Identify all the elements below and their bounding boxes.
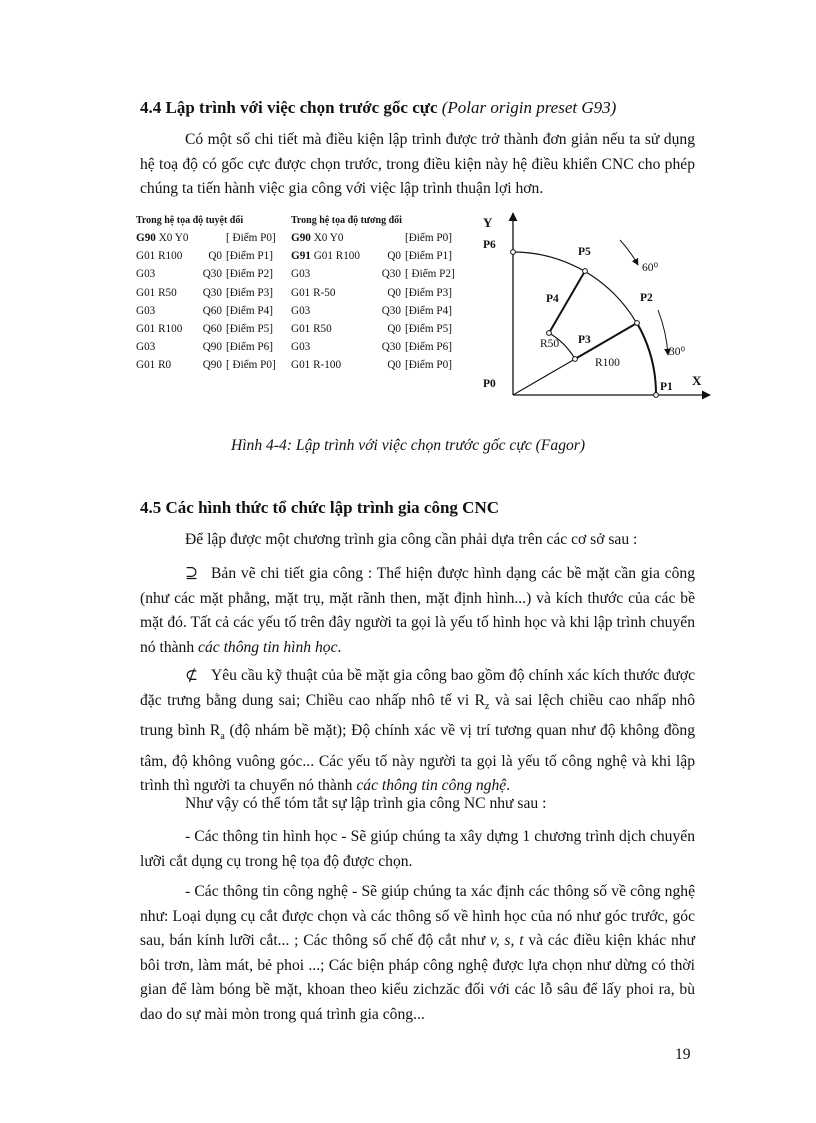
code-row [291, 338, 465, 356]
point-p6 [511, 250, 516, 255]
code-cell-pt: [Điểm P6] [226, 341, 273, 354]
code-cell-pt: [Điểm P4] [226, 304, 273, 317]
code-cell-code: G01 R100 [136, 323, 183, 336]
code-cell-pt: [Điểm P1] [405, 250, 452, 263]
code-cell-code: G01 R100 [136, 250, 183, 263]
code-row [291, 247, 465, 265]
code-cell-val [377, 229, 401, 247]
code-cell-pt: [Điểm P4] [405, 304, 452, 317]
subscript-a: a [220, 731, 225, 743]
code-cell-val [198, 229, 222, 247]
section-title: Lập trình với việc chọn trước gốc cực [165, 98, 438, 117]
code-cell-pt: [ Điểm P0] [226, 232, 276, 244]
point-p4 [547, 331, 552, 336]
subscript-z: z [485, 700, 490, 712]
paragraph-summary: Như vậy có thể tóm tắt sự lập trình gia công NC như sau : [185, 795, 547, 812]
label-p5: P5 [578, 246, 591, 258]
code-cell-pt: [Điểm P6] [405, 341, 452, 354]
cutting-parameters-em: v, s, t [489, 932, 524, 949]
code-cell-code: G03 [291, 341, 311, 354]
code-cell-code: G90 X0 Y0 [291, 232, 344, 244]
code-cell-val: Q30 [381, 341, 401, 354]
code-cell-pt: [Điểm P5] [405, 323, 452, 336]
code-cell-code: G03 [291, 304, 311, 317]
angle-60-arrow [620, 240, 638, 265]
code-cell-pt: [Điểm P3] [226, 286, 273, 299]
code-cell-code: G01 R-50 [291, 286, 336, 299]
paragraph-basis: Để lập được một chương trình gia công cần phải dựa trên các cơ sở sau : [185, 531, 638, 548]
intro-paragraph: Có một số chi tiết mà điều kiện lập trình được trở thành đơn giản nếu ta sử dụng hệ toạ độ có gốc cực được chọn trước, trong điều kiện này hệ điều khiển CNC cho phép chúng ta tiến hành việc gia công với việc lập trình thuận lợi hơn. [140, 131, 695, 197]
point-p2 [635, 321, 640, 326]
code-cell-code: G01 R-100 [291, 359, 342, 372]
radius-line-r50 [513, 359, 575, 395]
code-cell-code: G01 R0 [136, 359, 172, 372]
code-row [291, 284, 465, 302]
path-p1-p2 [637, 323, 656, 395]
code-row [291, 320, 465, 338]
x-axis-label: X [692, 373, 702, 388]
paragraph-technology-info [140, 880, 695, 1027]
bullet-technology-text-a: Yêu cầu kỹ thuật của bề mặt gia công bao gồm độ chính xác kích thước được đặc trưng bằng dung sai; Chiều cao nhấp nhô tế vi R [140, 667, 695, 709]
section-4-5-heading [140, 498, 499, 518]
code-row [291, 356, 465, 374]
code-row [136, 320, 286, 338]
point-p3 [573, 357, 578, 362]
not-subset-icon: ⊄ [185, 667, 199, 684]
bullet-technology-em: các thông tin công nghệ [356, 777, 507, 795]
angle-30-arrow [658, 310, 668, 355]
code-row [291, 229, 465, 247]
code-row [136, 284, 286, 302]
code-cell-pt: [ Điểm P0] [226, 359, 276, 372]
code-row [136, 338, 286, 356]
label-r50: R50 [540, 338, 560, 350]
code-cell-code: G91 G01 R100 [291, 250, 360, 263]
relative-table-header: Trong hệ tọa độ tương đối [291, 215, 402, 226]
code-cell-pt: [Điểm P1] [226, 250, 273, 263]
bullet-geometry-text: Bản vẽ chi tiết gia công : Thể hiện được hình dạng các bề mặt cần gia công (như các mặt phẳng, mặt trụ, mặt rãnh then, mặt định hình...) và kích thước của các bề mặt đó. Tất cả các yếu tố trên đây người ta gọi là yếu tố hình học và khi lập trình chuyển nó thành [140, 565, 695, 656]
code-cell-pt: [Điểm P0] [405, 359, 452, 372]
code-cell-code: G01 R50 [291, 323, 332, 336]
code-cell-code: G03 [136, 268, 156, 281]
code-cell-val: Q30 [202, 286, 222, 299]
absolute-table-header: Trong hệ tọa độ tuyệt đối [136, 215, 244, 226]
figure-caption: Hình 4-4: Lập trình với việc chọn trước gốc cực (Fagor) [230, 437, 586, 454]
code-cell-val: Q0 [387, 359, 401, 372]
relative-code-table [291, 212, 465, 375]
code-row [136, 229, 286, 247]
section-4-4-heading [140, 98, 616, 118]
absolute-code-table [136, 212, 286, 375]
label-p1: P1 [660, 381, 673, 393]
section-title: Các hình thức tổ chức lập trình gia công CNC [165, 498, 500, 517]
label-angle-60: 60⁰ [642, 262, 659, 274]
code-cell-val: Q60 [202, 323, 222, 336]
code-cell-code: G01 R50 [136, 286, 177, 299]
code-cell-val: Q60 [202, 304, 222, 317]
section-number: 4.4 [140, 98, 162, 117]
code-cell-code: G03 [291, 268, 311, 281]
code-cell-code: G90 X0 Y0 [136, 232, 189, 244]
polar-figure [470, 205, 720, 405]
y-axis-label: Y [483, 215, 493, 230]
code-cell-pt: [ Điểm P2] [405, 268, 455, 281]
code-cell-code: G03 [136, 341, 156, 354]
code-cell-val: Q30 [202, 268, 222, 281]
code-cell-val: Q90 [202, 341, 222, 354]
code-row [136, 302, 286, 320]
paragraph-geometry-info: - Các thông tin hình học - Sẽ giúp chúng ta xây dựng 1 chương trình dịch chuyển lưỡi cắt dụng cụ trong hệ tọa độ được chọn. [140, 828, 695, 870]
bullet-geometry-em: các thông tin hình học [198, 638, 338, 656]
code-cell-val: Q0 [387, 250, 401, 263]
page-number: 19 [675, 1046, 691, 1063]
section-number: 4.5 [140, 498, 162, 517]
label-p2: P2 [640, 292, 653, 304]
label-r100: R100 [595, 357, 620, 369]
label-p3: P3 [578, 334, 591, 346]
code-cell-val: Q0 [208, 250, 222, 263]
bullet-technology-text-c: (độ nhám bề mặt); Độ chính xác về vị trí tương quan như độ không đồng tâm, độ không vuông góc... Các yếu tố này người ta gọi là yếu tố công nghệ và khi lập trình thì người ta chuyển nó thành [140, 722, 696, 795]
code-cell-val: Q30 [381, 304, 401, 317]
code-cell-val: Q90 [202, 359, 222, 372]
label-p6: P6 [483, 239, 496, 251]
label-angle-30: 30⁰ [669, 346, 686, 358]
bullet-technology: ⊄ Yêu cầu kỹ thuật của bề mặt gia công bao gồm độ chính xác kích thước được đặc trưng bằng dung sai; Chiều cao nhấp nhô tế vi $R_z$ và sai lệch chiều cao nhấp nhô trung bình $R_a$ (độ nhám bề mặt); Độ chính xác về vị trí tương quan như độ không đồng tâm, độ không vuông góc... Các yếu tố này người ta gọi là yếu tố công nghệ và khi lập trình thì người ta chuyển nó thành các thông tin công nghệ. [140, 664, 695, 799]
paragraph-technology-text-a: - Các thông tin công nghệ - Sẽ giúp chúng ta xác định các thông số về công nghệ như: Loại dụng cụ cắt được chọn và các thông số về hình học của nó như góc trước, góc sau, bán kính lưỡi cắt... ; Các thông số chế độ cắt như [140, 883, 695, 949]
relative-table-body [291, 229, 465, 375]
absolute-table-body [136, 229, 286, 375]
point-p5 [583, 269, 588, 274]
superset-icon: ⊇ [185, 565, 199, 582]
code-row [136, 265, 286, 283]
code-cell-pt: [Điểm P0] [405, 232, 452, 244]
section-title-italic: (Polar origin preset G93) [441, 98, 617, 117]
code-cell-pt: [Điểm P3] [405, 286, 452, 299]
code-row [136, 356, 286, 374]
bullet-geometry: ⊇ Bản vẽ chi tiết gia công : Thể hiện được hình dạng các bề mặt cần gia công (như các mặt phẳng, mặt trụ, mặt rãnh then, mặt định hình...) và kích thước của các bề mặt đó. Tất cả các yếu tố trên đây người ta gọi là yếu tố hình học và khi lập trình chuyển nó thành các thông tin hình học. [140, 562, 695, 660]
code-cell-pt: [Điểm P5] [226, 323, 273, 336]
label-p0: P0 [483, 378, 496, 390]
code-row [291, 265, 465, 283]
code-cell-val: Q0 [387, 286, 401, 299]
code-cell-val: Q0 [387, 323, 401, 336]
code-cell-pt: [Điểm P2] [226, 268, 273, 281]
paragraph-technology-text-b: và các điều kiện khác như bôi trơn, làm mát, bẻ phoi ...; Các biện pháp công nghệ được lựa chọn như dừng có thời gian để làm bóng bề mặt, khoan theo kiểu zichzăc đối với các lỗ sâu để lấy phoi ra, bù dao do sự mài mòn trong quá trình gia công... [140, 932, 695, 1023]
bullet-technology-text-b: và sai lệch chiều cao nhấp nhô trung bình R [140, 691, 695, 740]
point-p1 [654, 393, 659, 398]
code-cell-val: Q30 [381, 268, 401, 281]
code-row [291, 302, 465, 320]
code-row [136, 247, 286, 265]
label-p4: P4 [546, 293, 559, 305]
code-cell-code: G03 [136, 304, 156, 317]
